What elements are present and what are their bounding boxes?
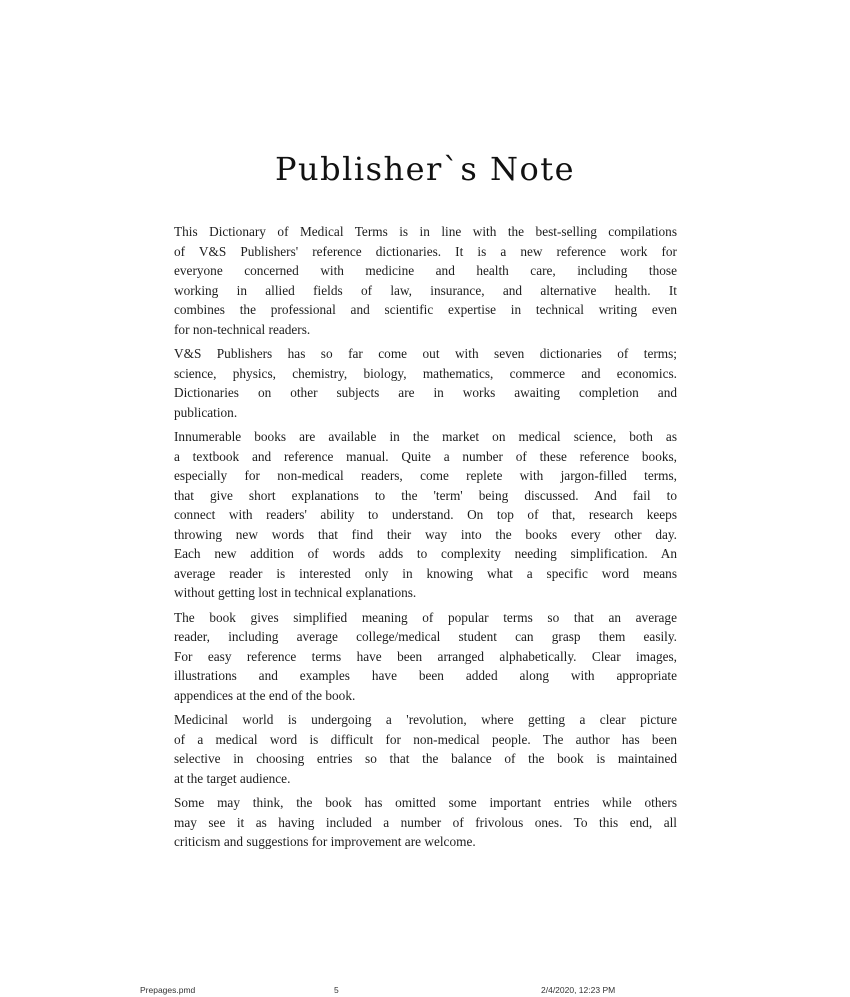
paragraph-intro (174, 222, 677, 339)
text-line: Innumerable books are available in the market on medical science, both as (174, 429, 677, 444)
text-line: Some may think, the book has omitted some important entries while others (174, 795, 677, 810)
footer-page-number: 5 (334, 985, 339, 995)
text-line: selective in choosing entries so that the balance of the book is maintained (174, 751, 677, 766)
text-line: throwing new words that find their way into the books every other day. (174, 526, 677, 542)
text-line: illustrations and examples have been added along with appropriate (174, 668, 677, 683)
text-line: everyone concerned with medicine and health care, including those (174, 263, 677, 278)
page-footer (0, 985, 850, 997)
text-line: working in allied fields of law, insurance, and alternative health. It (174, 282, 677, 298)
text-line: at the target audience. (174, 770, 291, 786)
text-line: For easy reference terms have been arranged alphabetically. Clear images, (174, 648, 677, 664)
text-line: reader, including average college/medical student can grasp them easily. (174, 629, 677, 644)
text-line: criticism and suggestions for improvement are welcome. (174, 834, 476, 849)
text-line: connect with readers' ability to understand. On top of that, research keeps (174, 507, 677, 522)
text-line: science, physics, chemistry, biology, mathematics, commerce and economics. (174, 365, 677, 381)
text-line: The book gives simplified meaning of popular terms so that an average (174, 609, 677, 625)
text-line: appendices at the end of the book. (174, 687, 356, 703)
text-line: Each new addition of words adds to complexity needing simplification. An (174, 546, 677, 561)
footer-timestamp: 2/4/2020, 12:23 PM (541, 985, 616, 995)
paragraph-closing (174, 793, 677, 852)
text-line: average reader is interested only in knowing what a specific word means (174, 565, 677, 581)
text-line: V&S Publishers has so far come out with seven dictionaries of terms; (174, 346, 677, 361)
footer-filename: Prepages.pmd (140, 985, 196, 995)
text-line: a textbook and reference manual. Quite a number of these reference books, (174, 448, 677, 464)
text-line: publication. (174, 404, 238, 420)
text-line: may see it as having included a number of frivolous ones. To this end, all (174, 814, 677, 830)
text-line: for non-technical readers. (174, 321, 311, 337)
text-line: especially for non-medical readers, come replete with jargon-filled terms, (174, 468, 677, 483)
text-line: combines the professional and scientific expertise in technical writing even (174, 302, 677, 317)
paragraph-book (174, 608, 677, 706)
paragraph-revolution (174, 710, 677, 788)
page-title: Publisher`s Note (274, 150, 575, 188)
body-text (174, 222, 677, 857)
text-line: This Dictionary of Medical Terms is in line with the best-selling compilations (174, 224, 677, 239)
text-line: of a medical word is difficult for non-medical people. The author has been (174, 731, 677, 747)
paragraph-market (174, 427, 677, 603)
text-line: that give short explanations to the 'term' being discussed. And fail to (174, 487, 677, 503)
text-line: Medicinal world is undergoing a 'revolution, where getting a clear picture (174, 712, 677, 727)
paragraph-dictionaries (174, 344, 677, 422)
text-line: without getting lost in technical explanations. (174, 585, 417, 600)
text-line: of V&S Publishers' reference dictionaries. It is a new reference work for (174, 243, 677, 259)
text-line: Dictionaries on other subjects are in works awaiting completion and (174, 385, 677, 400)
